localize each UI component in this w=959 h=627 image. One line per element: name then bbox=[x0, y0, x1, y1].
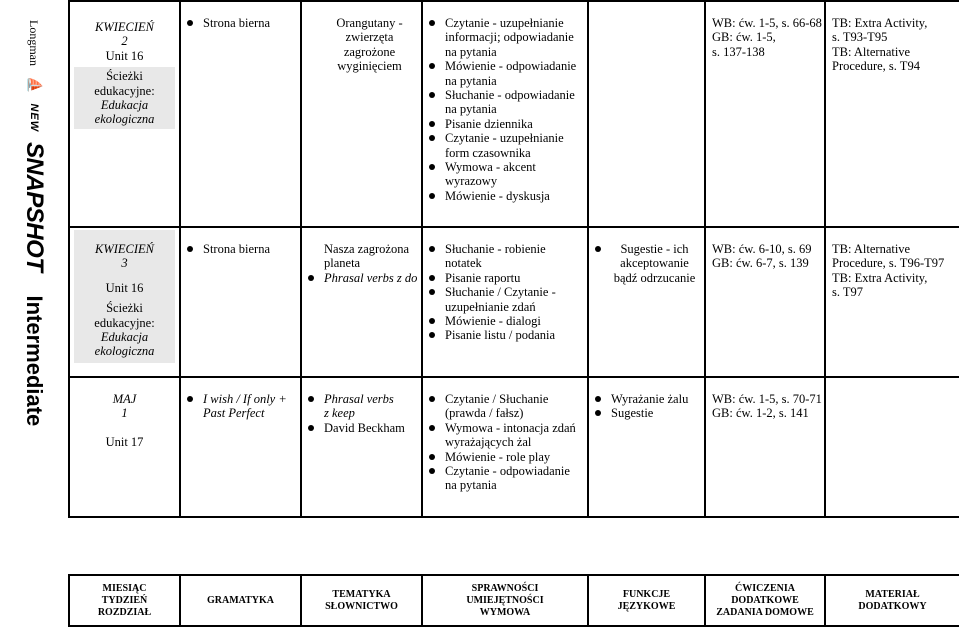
week-number: 3 bbox=[121, 256, 128, 271]
month-cell bbox=[69, 377, 180, 517]
month-cell bbox=[69, 227, 180, 377]
list-item: Mówienie - role play bbox=[423, 450, 585, 464]
list-item: Wymowa - intonacja zdań wyrażających żal bbox=[423, 421, 585, 450]
education-paths: Ścieżki edukacyjne: Edukacja ekologiczna bbox=[94, 301, 155, 359]
topic-item: Orangutany - zwierzęta zagrożone wyginięciem bbox=[336, 16, 403, 74]
unit-label: Unit 16 bbox=[105, 48, 144, 63]
list-item: Sugestie bbox=[589, 406, 702, 420]
ship-icon: ⛵ bbox=[26, 76, 42, 94]
publisher-logo: Longman bbox=[27, 20, 42, 66]
list-item: Wymowa - akcent wyrazowy bbox=[423, 160, 585, 189]
month-label: KWIECIEŃ bbox=[94, 20, 155, 34]
series-level: Intermediate bbox=[22, 295, 47, 427]
list-item: Pisanie listu / podania bbox=[423, 328, 585, 342]
header-grammar: GRAMATYKA bbox=[180, 575, 301, 626]
topics-cell bbox=[301, 227, 422, 377]
unit-label: Unit 16 bbox=[105, 280, 144, 295]
functions-cell bbox=[588, 377, 705, 517]
list-item: Mówienie - dialogi bbox=[423, 314, 585, 328]
list-item: Czytanie - uzupełnianie form czasownika bbox=[423, 131, 585, 160]
list-item: Pisanie raportu bbox=[423, 271, 585, 285]
materials-cell bbox=[825, 377, 959, 517]
list-item: Wyrażanie żalu bbox=[589, 392, 702, 406]
grammar-cell bbox=[180, 1, 301, 227]
header-functions: FUNKCJE JĘZYKOWE bbox=[588, 575, 705, 626]
grammar-cell bbox=[180, 377, 301, 517]
series-name: SNAPSHOT bbox=[21, 142, 48, 272]
functions-cell bbox=[588, 227, 705, 377]
table-row bbox=[69, 227, 959, 377]
month-label: KWIECIEŃ bbox=[94, 242, 155, 256]
list-item: David Beckham bbox=[302, 421, 419, 435]
list-item: Słuchanie - odpowiadanie na pytania bbox=[423, 88, 585, 117]
week-number: 2 bbox=[121, 34, 128, 49]
table-row bbox=[69, 1, 959, 227]
list-item: Mówienie - dyskusja bbox=[423, 189, 585, 203]
column-header-footer bbox=[68, 574, 959, 627]
list-item: Nasza zagrożona planeta bbox=[324, 242, 410, 271]
month-label: MAJ bbox=[112, 392, 137, 406]
list-item: Słuchanie / Czytanie - uzupełnianie zdań bbox=[423, 285, 585, 314]
header-materials: MATERIAŁ DODATKOWY bbox=[825, 575, 959, 626]
topics-cell bbox=[301, 377, 422, 517]
list-item: Sugestie - ich akceptowanie bądź odrzucanie bbox=[589, 242, 702, 285]
header-skills: SPRAWNOŚCI UMIEJĘTNOŚCI WYMOWA bbox=[422, 575, 588, 626]
lesson-plan-table bbox=[68, 0, 959, 518]
list-item: Strona bierna bbox=[181, 16, 298, 30]
materials-cell: TB: Extra Activity, s. T93-T95 TB: Alternative Procedure, s. T94 bbox=[825, 1, 959, 227]
list-item: I wish / If only + Past Perfect bbox=[181, 392, 298, 421]
header-exercises: ĆWICZENIA DODATKOWE ZADANIA DOMOWE bbox=[705, 575, 825, 626]
skills-cell bbox=[422, 227, 588, 377]
series-new-label: NEW bbox=[28, 103, 40, 133]
week-number: 1 bbox=[121, 406, 128, 421]
list-item: Czytanie / Słuchanie (prawda / fałsz) bbox=[423, 392, 585, 421]
grammar-cell bbox=[180, 227, 301, 377]
header-month: MIESIĄC TYDZIEŃ ROZDZIAŁ bbox=[69, 575, 180, 626]
education-paths: Ścieżki edukacyjne: Edukacja ekologiczna bbox=[74, 67, 175, 129]
skills-cell bbox=[422, 377, 588, 517]
table-row bbox=[69, 377, 959, 517]
month-cell bbox=[69, 1, 180, 227]
list-item: Mówienie - odpowiadanie na pytania bbox=[423, 59, 585, 88]
header-topics: TEMATYKA SŁOWNICTWO bbox=[301, 575, 422, 626]
list-item: Pisanie dziennika bbox=[423, 117, 585, 131]
materials-cell: TB: Alternative Procedure, s. T96-T97 TB: Extra Activity, s. T97 bbox=[825, 227, 959, 377]
topics-cell bbox=[301, 1, 422, 227]
list-item: Phrasal verbs z do bbox=[302, 271, 419, 285]
exercises-cell: WB: ćw. 1-5, s. 66-68 GB: ćw. 1-5, s. 137-138 bbox=[705, 1, 825, 227]
exercises-cell: WB: ćw. 1-5, s. 70-71 GB: ćw. 1-2, s. 141 bbox=[705, 377, 825, 517]
list-item: Phrasal verbs z keep bbox=[302, 392, 419, 421]
list-item: Czytanie - odpowiadanie na pytania bbox=[423, 464, 585, 493]
list-item: Strona bierna bbox=[181, 242, 298, 256]
exercises-cell: WB: ćw. 6-10, s. 69 GB: ćw. 6-7, s. 139 bbox=[705, 227, 825, 377]
skills-cell bbox=[422, 1, 588, 227]
brand-strip bbox=[0, 0, 68, 427]
list-item: Słuchanie - robienie notatek bbox=[423, 242, 585, 271]
functions-cell bbox=[588, 1, 705, 227]
list-item: Czytanie - uzupełnianie informacji; odpowiadanie na pytania bbox=[423, 16, 585, 59]
unit-label: Unit 17 bbox=[105, 434, 144, 449]
